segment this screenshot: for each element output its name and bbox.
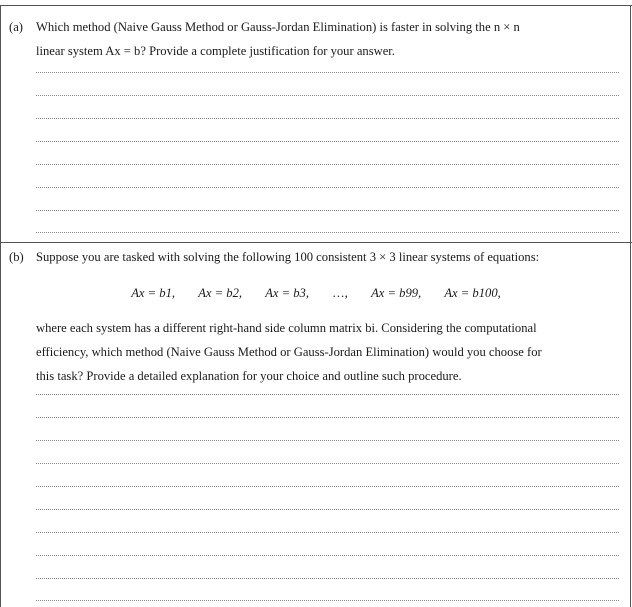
right-border: [630, 5, 631, 607]
answer-line[interactable]: [36, 187, 619, 188]
answer-line[interactable]: [36, 141, 619, 142]
equation-3: Ax = b3,: [265, 286, 310, 300]
question-a-line-2: linear system Ax = b? Provide a complete justification for your answer.: [36, 44, 395, 58]
question-a: [9, 15, 625, 63]
answer-line[interactable]: [36, 72, 619, 73]
answer-line[interactable]: [36, 509, 619, 510]
answer-line[interactable]: [36, 555, 619, 556]
answer-line[interactable]: [36, 440, 619, 441]
answer-line[interactable]: [36, 95, 619, 96]
equation-ellipsis: …,: [332, 286, 348, 300]
answer-line[interactable]: [36, 463, 619, 464]
answer-line[interactable]: [36, 118, 619, 119]
question-b: [9, 245, 625, 269]
question-b-line-3: this task? Provide a detailed explanation for your choice and outline such procedure.: [36, 369, 462, 383]
question-b-intro: Suppose you are tasked with solving the following 100 consistent 3 × 3 linear systems of equations:: [36, 250, 540, 264]
answer-line[interactable]: [36, 394, 619, 395]
answer-line[interactable]: [36, 164, 619, 165]
equation-99: Ax = b99,: [371, 286, 422, 300]
answer-line[interactable]: [36, 210, 619, 211]
question-a-label: (a): [9, 20, 23, 34]
equation-2: Ax = b2,: [198, 286, 243, 300]
question-b-body: [9, 316, 625, 388]
answer-line[interactable]: [36, 486, 619, 487]
equation-list: [0, 286, 632, 301]
question-b-line-2: efficiency, which method (Naive Gauss Method or Gauss-Jordan Elimination) would you choose for: [36, 345, 542, 359]
section-divider: [0, 242, 632, 243]
left-border: [0, 5, 1, 607]
question-a-line-1: Which method (Naive Gauss Method or Gauss-Jordan Elimination) is faster in solving the n × n: [36, 20, 520, 34]
question-b-label: (b): [9, 250, 24, 264]
equation-1: Ax = b1,: [131, 286, 176, 300]
answer-line[interactable]: [36, 417, 619, 418]
answer-line[interactable]: [36, 232, 619, 233]
question-b-line-1: where each system has a different right-hand side column matrix bi. Considering the computational: [36, 321, 537, 335]
top-border: [0, 5, 632, 6]
answer-line[interactable]: [36, 532, 619, 533]
answer-line[interactable]: [36, 578, 619, 579]
answer-line[interactable]: [36, 600, 619, 601]
equation-100: Ax = b100,: [444, 286, 501, 300]
